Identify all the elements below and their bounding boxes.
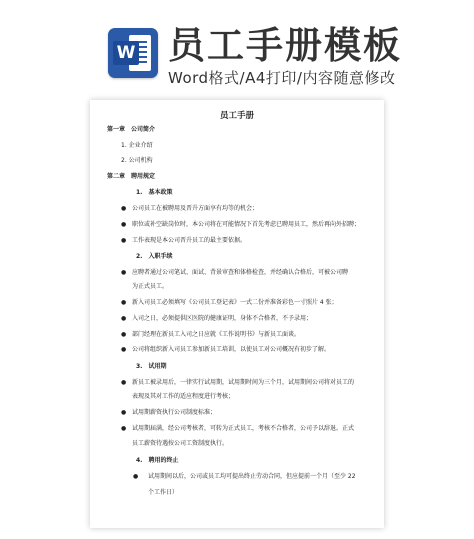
bullet-text: 部门经理在新员工入司之日应就《工作说明书》与新员工面谈。 — [132, 331, 301, 338]
bullet-text: 公司员工在被聘用及晋升方面享有均等的机会； — [132, 205, 259, 212]
bullet-text: 试用期薪资执行公司制度标准； — [132, 409, 217, 416]
bullet-icon: ● — [121, 221, 127, 228]
header-banner — [0, 0, 474, 96]
bullet-icon: ● — [121, 409, 127, 416]
bullet-icon: ● — [133, 473, 139, 480]
bullet-text: 应聘者通过公司笔试、面试、背景审查和体格检查，并经确认合格后，可被公司聘 — [132, 269, 349, 276]
bullet-icon: ● — [121, 315, 127, 322]
bullet-text-continued: 为正式员工。 — [132, 283, 169, 290]
bullet-text: 工作表现是本公司晋升员工的最主要依据。 — [132, 237, 247, 244]
section-heading: 1. 基本政策 — [136, 189, 173, 196]
bullet-text: 新入司员工必须填写《公司员工登记表》一式二份并准备彩色一寸照片 4 张； — [132, 299, 338, 306]
bullet-icon: ● — [121, 425, 127, 432]
bullet-text: 试用期届满，经公司考核者，可转为正式员工，考核不合格者，公司予以辞退。正式 — [132, 425, 355, 432]
section-heading: 4. 聘用的终止 — [136, 457, 179, 464]
document-title: 员工手册 — [219, 111, 254, 121]
bullet-text: 试用期间以后，公司或员工均可提出终止劳动合同，但应提前一个月（至少 22 — [148, 473, 356, 480]
bullet-text: 新员工被录用后，一律实行试用期，试用期时间为三个月，试用期间公司将对员工的 — [132, 379, 355, 386]
section-heading: 3. 试用期 — [136, 363, 167, 370]
word-logo-icon — [108, 28, 158, 78]
list-item: 2. 公司机构 — [121, 157, 153, 164]
bullet-text-continued: 表现及其对工作的适应程度进行考核； — [132, 393, 235, 400]
bullet-text: 公司将组织新入司员工参加新员工培训，以使员工对公司概况有初步了解。 — [132, 346, 331, 353]
bullet-text-continued: 个工作日） — [148, 489, 179, 496]
bullet-text: 入司之日，必须提供区医院的健康证明，身体不合格者，不予录用； — [132, 315, 313, 322]
logo-letter: W — [113, 41, 139, 65]
bullet-text-continued: 员工薪资待遇按公司工资制度执行。 — [132, 440, 229, 447]
chapter-heading: 第一章 公司简介 — [107, 126, 156, 133]
bullet-icon: ● — [121, 237, 127, 244]
banner-subtitle: Word格式/A4打印/内容随意修改 — [168, 69, 396, 87]
section-heading: 2. 入职手续 — [136, 253, 173, 260]
bullet-icon: ● — [121, 269, 127, 276]
list-item: 1. 企业介绍 — [121, 142, 153, 149]
banner-title: 员工手册模板 — [168, 24, 402, 67]
bullet-icon: ● — [121, 331, 127, 338]
bullet-icon: ● — [121, 379, 127, 386]
document-preview — [90, 100, 384, 528]
bullet-text: 职位或补空缺岗位时，本公司将在可能情况下首先考虑已聘用员工，然后再向外招聘； — [132, 221, 361, 228]
bullet-icon: ● — [121, 346, 127, 353]
bullet-icon: ● — [121, 299, 127, 306]
bullet-icon: ● — [121, 205, 127, 212]
chapter-heading: 第二章 聘用规定 — [107, 173, 156, 180]
